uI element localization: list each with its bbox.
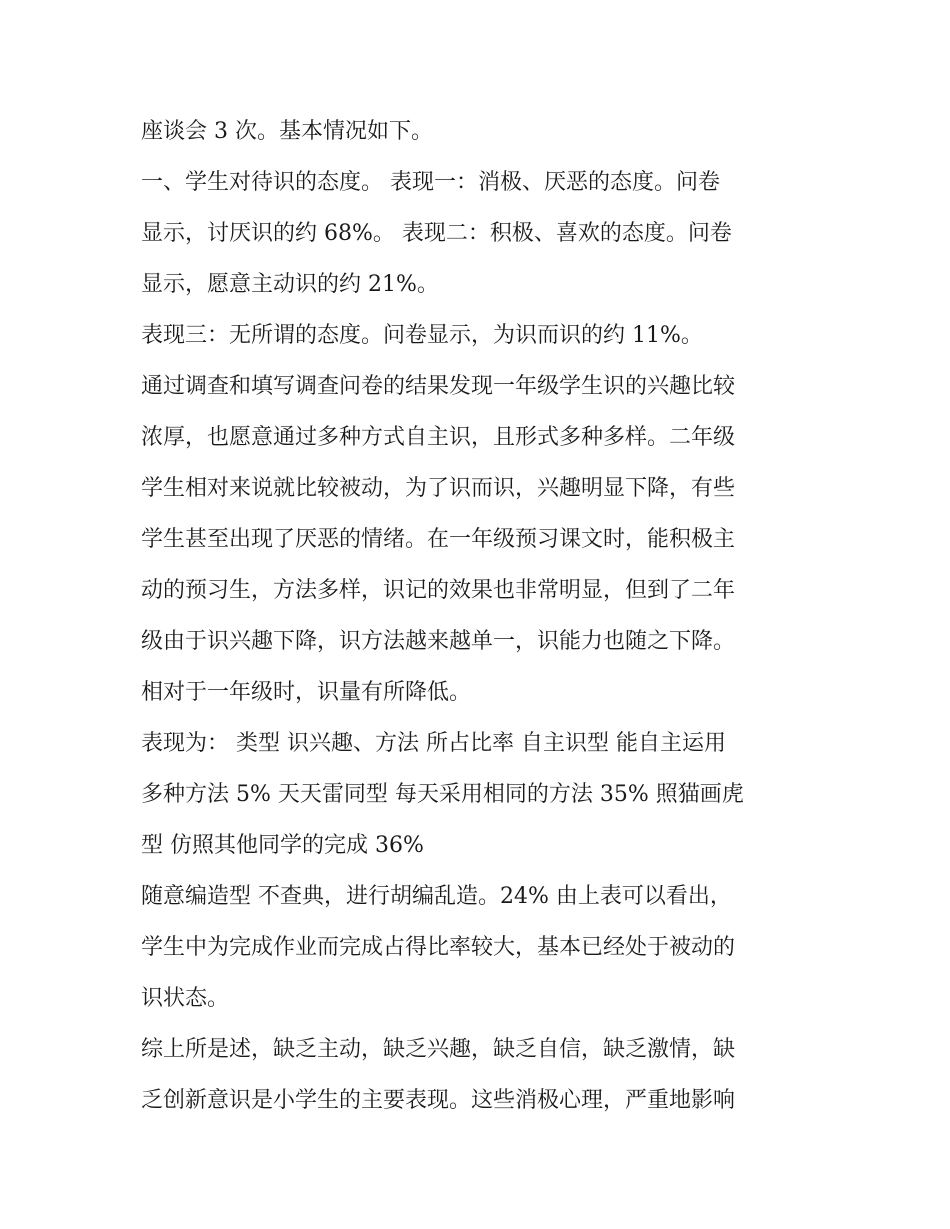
text-line: 显示，愿意主动识的约 21%。 (141, 272, 439, 297)
text-line: 学生甚至出现了厌恶的情绪。在一年级预习课文时，能积极主 (141, 527, 736, 552)
text-line: 型 仿照其他同学的完成 36% (141, 833, 424, 858)
text-line: 通过调查和填写调查问卷的结果发现一年级学生识的兴趣比较 (141, 374, 736, 399)
text-line: 表现三：无所谓的态度。问卷显示，为识而识的约 11%。 (141, 323, 703, 348)
text-line: 综上所是述，缺乏主动，缺乏兴趣，缺乏自信，缺乏激情，缺 (141, 1037, 736, 1062)
text-line: 动的预习生，方法多样，识记的效果也非常明显，但到了二年 (141, 578, 736, 603)
text-line: 随意编造型 不查典，进行胡编乱造。24% 由上表可以看出， (141, 884, 732, 909)
body-text (141, 106, 813, 1126)
text-line: 学生中为完成作业而完成占得比率较大，基本已经处于被动的 (141, 935, 736, 960)
text-line: 学生相对来说就比较被动，为了识而识，兴趣明显下降，有些 (141, 476, 736, 501)
text-line: 一、学生对待识的态度。 表现一：消极、厌恶的态度。问卷 (141, 170, 720, 195)
text-line: 识状态。 (141, 986, 230, 1011)
text-line: 级由于识兴趣下降，识方法越来越单一，识能力也随之下降。 (141, 629, 736, 654)
text-line: 显示，讨厌识的约 68%。 表现二：积极、喜欢的态度。问卷 (141, 221, 732, 246)
text-line: 乏创新意识是小学生的主要表现。这些消极心理，严重地影响 (141, 1088, 736, 1113)
text-line: 浓厚，也愿意通过多种方式自主识，且形式多种多样。二年级 (141, 425, 736, 450)
text-line: 相对于一年级时，识量有所降低。 (141, 680, 472, 705)
text-line: 座谈会 3 次。基本情况如下。 (141, 119, 433, 144)
text-line: 表现为： 类型 识兴趣、方法 所占比率 自主识型 能自主运用 (141, 731, 726, 756)
text-line: 多种方法 5% 天天雷同型 每天采用相同的方法 35% 照猫画虎 (141, 782, 744, 807)
